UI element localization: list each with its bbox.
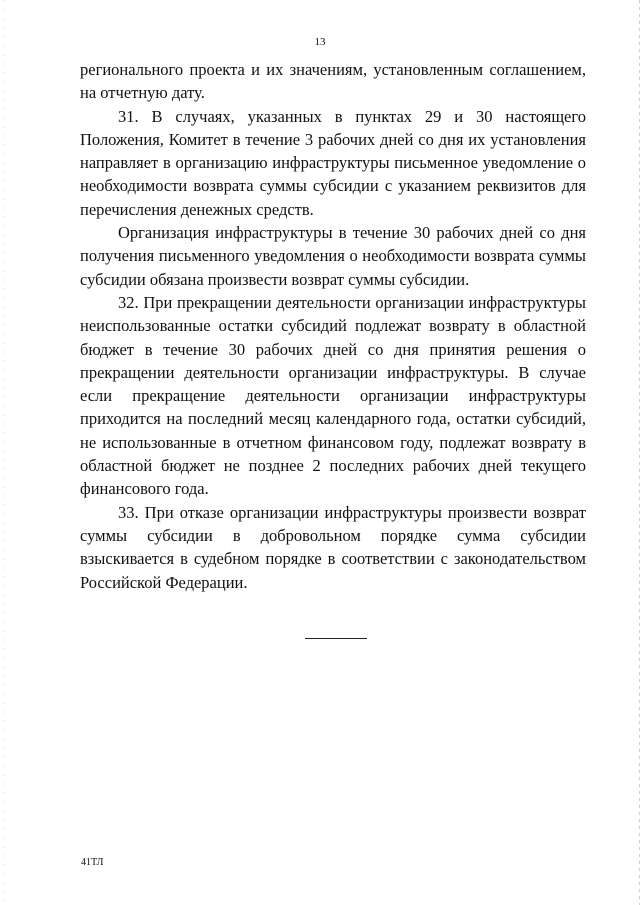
scan-edge-left — [4, 0, 5, 905]
paragraph-33: 33. При отказе организации инфраструктуры произвести возврат суммы субсидии в добровольном порядке сумма субсидии взыскивается в судебном порядке в соответствии с законодательством Российской Федерации. — [80, 502, 586, 592]
paragraph-31: 31. В случаях, указанных в пунктах 29 и 30 настоящего Положения, Комитет в течение 3 рабочих дней со дня их установления направляет в организацию инфраструктуры письменное уведомление о необходимости возврата суммы субсидии с указанием реквизитов для перечисления денежных средств. — [80, 106, 586, 219]
footer-document-code: 41ТЛ — [81, 857, 104, 868]
paragraph-31-refund: Организация инфраструктуры в течение 30 рабочих дней со дня получения письменного уведомления о необходимости возврата суммы субсидии обязана произвести возврат суммы субсидии. — [80, 223, 586, 289]
paragraph-32: 32. При прекращении деятельности организации инфраструктуры неиспользованные остатки субсидий подлежат возврату в областной бюджет в течение 30 рабочих дней со дня принятия решения о прекращении деятельности организации инфраструктуры. В случае если прекращение деятельности организации инфраструктуры приходится на последний месяц календарного года, остатки субсидий, не использованные в отчетном финансовом году, подлежат возврату в областной бюджет не позднее 2 последних рабочих дней текущего финансового года. — [80, 292, 586, 499]
end-separator-line — [305, 638, 367, 639]
page-number: 13 — [314, 36, 326, 48]
paragraph-continuation: регионального проекта и их значениям, установленным соглашением, на отчетную дату. — [80, 60, 586, 103]
document-body — [80, 58, 586, 594]
